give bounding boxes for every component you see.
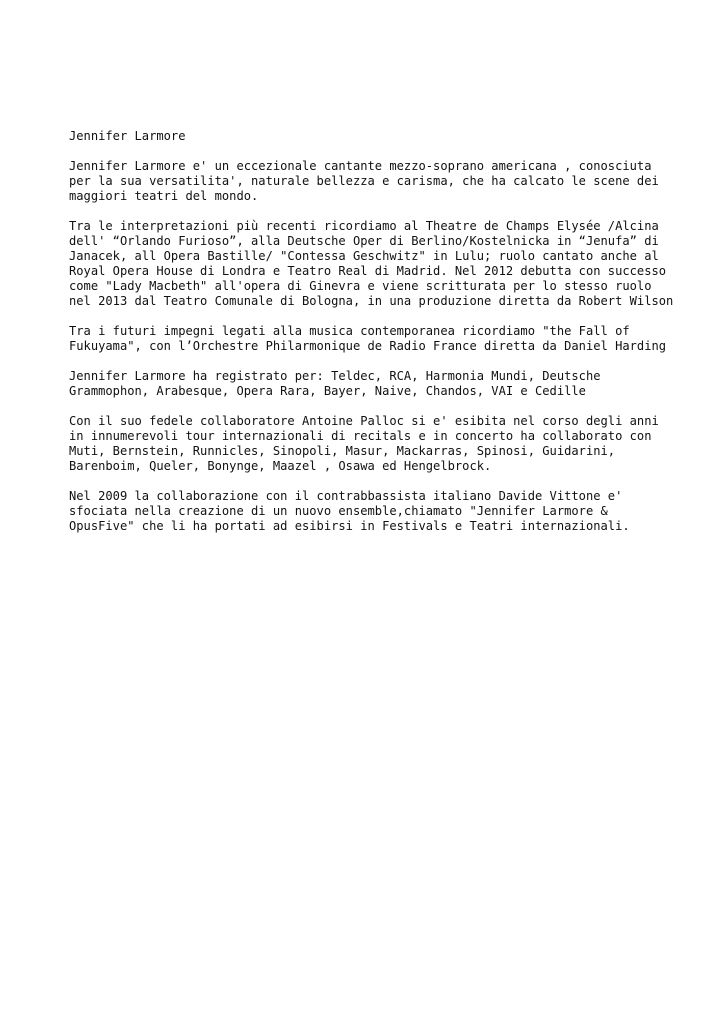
paragraph-intro	[69, 159, 669, 204]
paragraph-line: Royal Opera House di Londra e Teatro Real di Madrid. Nel 2012 debutta con successo	[69, 264, 667, 278]
paragraph-line: Con il suo fedele collaboratore Antoine Palloc si e' esibita nel corso degli anni	[69, 414, 659, 428]
paragraph-line: Barenboim, Queler, Bonynge, Maazel , Osawa ed Hengelbrock.	[69, 459, 492, 473]
paragraph-line: Muti, Bernstein, Runnicles, Sinopoli, Masur, Mackarras, Spinosi, Guidarini,	[69, 444, 616, 458]
paragraph-line: Nel 2009 la collaborazione con il contrabbassista italiano Davide Vittone e'	[69, 489, 623, 503]
paragraph-line: Fukuyama", con l’Orchestre Philarmonique de Radio France diretta da Daniel Harding	[69, 339, 667, 353]
paragraph-line: come "Lady Macbeth" all'opera di Ginevra e viene scritturata per lo stesso ruolo	[69, 279, 652, 293]
paragraph-recordings	[69, 369, 669, 399]
document-body	[69, 129, 674, 549]
paragraph-line: in innumerevoli tour internazionali di recitals e in concerto ha collaborato con	[69, 429, 652, 443]
paragraph-line: maggiori teatri del mondo.	[69, 189, 259, 203]
paragraph-collaborations	[69, 414, 669, 474]
paragraph-line: Tra le interpretazioni più recenti ricordiamo al Theatre de Champs Elysée /Alcina	[69, 219, 659, 233]
paragraph-line: dell' “Orlando Furioso”, alla Deutsche Oper di Berlino/Kostelnicka in “Jenufa” di	[69, 234, 659, 248]
paragraph-line: nel 2013 dal Teatro Comunale di Bologna, in una produzione diretta da Robert Wilson	[69, 294, 674, 308]
paragraph-line: per la sua versatilita', naturale bellezza e carisma, che ha calcato le scene dei	[69, 174, 659, 188]
document-title: Jennifer Larmore	[69, 129, 186, 143]
paragraph-line: Tra i futuri impegni legati alla musica contemporanea ricordiamo "the Fall of	[69, 324, 630, 338]
paragraph-opusfive	[69, 489, 669, 534]
paragraph-interpretations	[69, 219, 674, 309]
paragraph-line: Jennifer Larmore e' un eccezionale cantante mezzo-soprano americana , conosciuta	[69, 159, 652, 173]
paragraph-line: Grammophon, Arabesque, Opera Rara, Bayer, Naive, Chandos, VAI e Cedille	[69, 384, 586, 398]
paragraph-line: OpusFive" che li ha portati ad esibirsi in Festivals e Teatri internazionali.	[69, 519, 630, 533]
paragraph-line: Jennifer Larmore ha registrato per: Teldec, RCA, Harmonia Mundi, Deutsche	[69, 369, 601, 383]
paragraph-line: Janacek, all Opera Bastille/ "Contessa Geschwitz" in Lulu; ruolo cantato anche al	[69, 249, 659, 263]
paragraph-future-engagements	[69, 324, 669, 354]
paragraph-line: sfociata nella creazione di un nuovo ensemble,chiamato "Jennifer Larmore &	[69, 504, 608, 518]
